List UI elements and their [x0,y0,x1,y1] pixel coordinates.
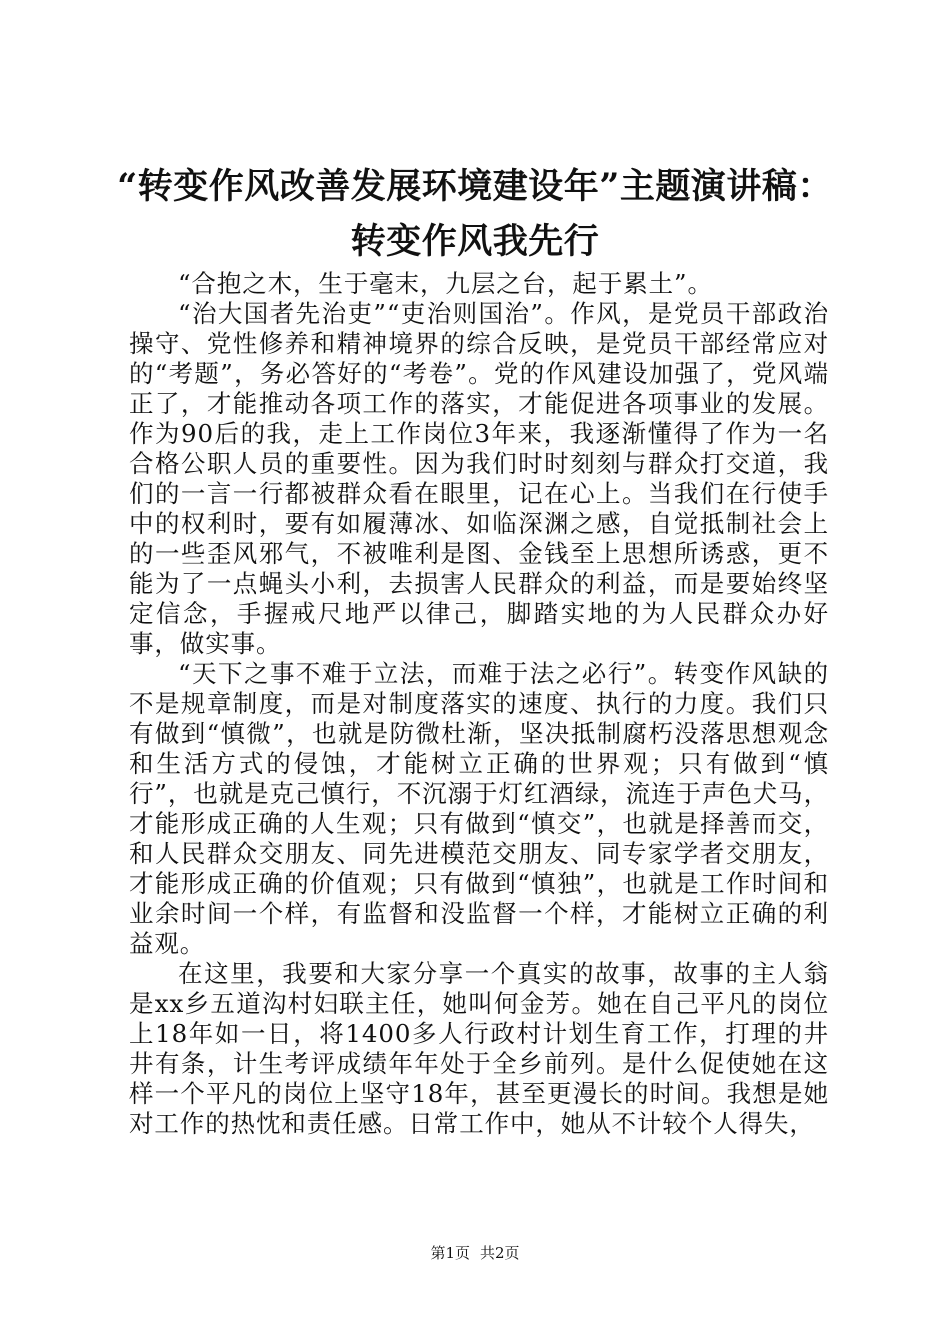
document-title-line1: “转变作风改善发展环境建设年”主题演讲稿： [117,166,833,207]
document-body [129,269,829,1139]
page-footer [0,1243,950,1263]
body-paragraph: “治大国者先治吏”“吏治则国治”。作风，是党员干部政治操守、党性修养和精神境界的综合反映，是党员干部经常应对的“考题”，务必答好的“考卷”。党的作风建设加强了，党风端正了，才能推动各项工作的落实，才能促进各项事业的发展。作为90后的我，走上工作岗位3年来，我逐渐懂得了作为一名合格公职人员的重要性。因为我们时时刻刻与群众打交道，我们的一言一行都被群众看在眼里，记在心上。当我们在行使手中的权利时，要有如履薄冰、如临深渊之感，自觉抵制社会上的一些歪风邪气，不被唯利是图、金钱至上思想所诱惑，更不能为了一点蝇头小利，去损害人民群众的利益，而是要始终坚定信念，手握戒尺地严以律己，脚踏实地的为人民群众办好事，做实事。 [129,299,829,658]
page-number-total: 共2页 [480,1244,520,1262]
page-number-current: 第1页 [430,1244,470,1262]
body-paragraph: 在这里，我要和大家分享一个真实的故事，故事的主人翁是xx乡五道沟村妇联主任，她叫何金芳。她在自己平凡的岗位上18年如一日，将1400多人行政村计划生育工作，打理的井井有条，计生考评成绩年年处于全乡前列。是什么促使她在这样一个平凡的岗位上坚守18年，甚至更漫长的时间。我想是她对工作的热忱和责任感。日常工作中，她从不计较个人得失， [129,959,829,1138]
body-paragraph: “合抱之木，生于毫末，九层之台，起于累土”。 [178,269,713,298]
document-title-line2: 转变作风我先行 [350,221,600,262]
body-paragraph: “天下之事不难于立法，而难于法之必行”。转变作风缺的不是规章制度，而是对制度落实的速度、执行的力度。我们只有做到“慎微”，也就是防微杜渐，坚决抵制腐朽没落思想观念和生活方式的侵蚀，才能树立正确的世界观；只有做到“慎行”，也就是克己慎行，不沉溺于灯红酒绿，流连于声色犬马，才能形成正确的人生观；只有做到“慎交”，也就是择善而交，和人民群众交朋友、同先进模范交朋友、同专家学者交朋友，才能形成正确的价值观；只有做到“慎独”，也就是工作时间和业余时间一个样，有监督和没监督一个样，才能树立正确的利益观。 [129,659,829,958]
